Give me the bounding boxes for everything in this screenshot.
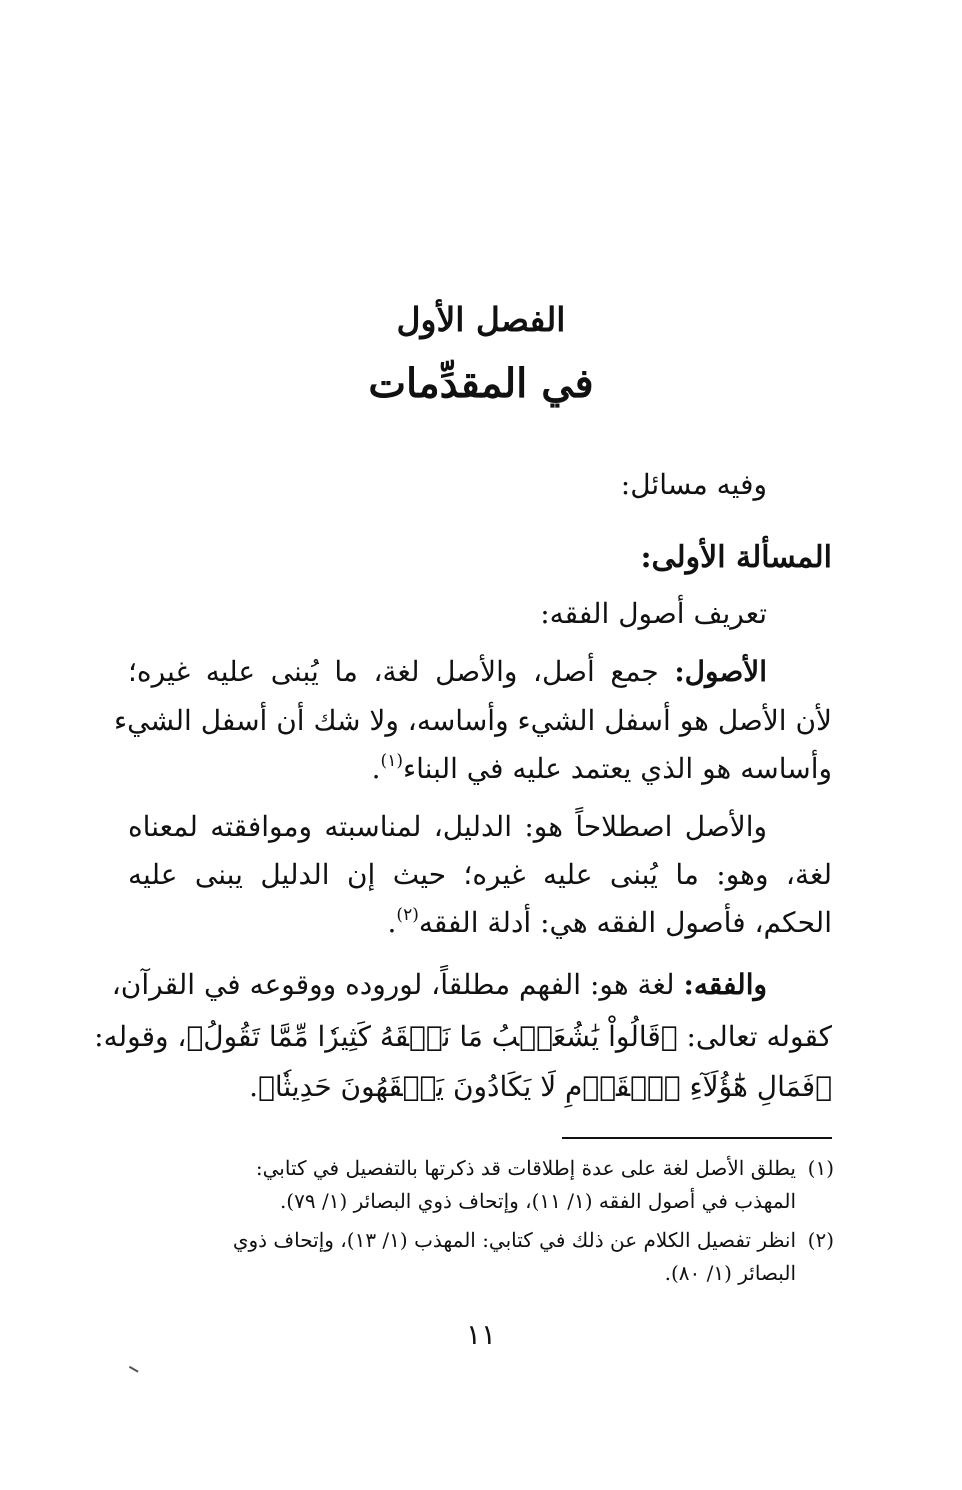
footnote-ref-1[interactable]: (١) — [380, 751, 403, 771]
istilah-line-3-end: . — [387, 906, 397, 939]
footnote-2-text-1: انظر تفصيل الكلام عن ذلك في كتابي: المهذب (١/ ١٣)، وإتحاف ذوي — [232, 1228, 796, 1252]
footnote-ref-2[interactable]: (٢) — [396, 905, 419, 925]
usul-line-1-text: جمع أصل، والأصل لغة، ما يُبنى عليه غيره؛ — [128, 655, 675, 688]
footnote-1-line-2: المهذب في أصول الفقه (١/ ١١)، وإتحاف ذوي البصائر (١/ ٧٩). — [279, 1189, 796, 1213]
chapter-label: الفصل الأول — [396, 300, 566, 339]
usul-line-2: لأن الأصل هو أسفل الشيء وأساسه، ولا شك أن أسفل الشيء — [114, 704, 832, 737]
istilah-line-3-text: الحكم، فأصول الفقه هي: أدلة الفقه — [418, 906, 832, 939]
usul-line-3-text: وأساسه هو الذي يعتمد عليه في البناء — [402, 752, 832, 785]
footnote-1-number: (١) — [807, 1156, 834, 1180]
footnote-separator — [562, 1137, 832, 1139]
fiqh-term: والفقه: — [683, 968, 767, 1001]
istilah-line-1-text: والأصل اصطلاحاً هو: الدليل، لمناسبته وموافقته لمعناه — [128, 810, 767, 843]
fiqh-line-2: كقوله تعالى: ﴿قَالُواْ يَٰشُعَيۡبُ مَا نَفۡقَهُ كَثِيرٗا مِّمَّا تَقُولُ﴾، وقوله: — [94, 1020, 832, 1053]
istilah-line-2: لغة، وهو: ما يُبنى عليه غيره؛ حيث إن الدليل يبنى عليه — [128, 858, 832, 891]
usul-line-3-end: . — [371, 752, 381, 785]
footnote-1-text-1: يطلق الأصل لغة على عدة إطلاقات قد ذكرتها بالتفصيل في كتابي: — [255, 1156, 796, 1180]
scan-speck — [127, 1366, 138, 1375]
section-heading: المسألة الأولى: — [640, 540, 832, 575]
section-subheading: تعريف أصول الفقه: — [540, 597, 767, 630]
istilah-line-1 — [128, 810, 832, 843]
page-number: ١١ — [465, 1318, 497, 1351]
usul-line-1 — [128, 655, 832, 688]
footnote-1-line-1 — [256, 1156, 834, 1180]
footnote-2-line-1 — [233, 1228, 834, 1252]
fiqh-line-1 — [111, 968, 832, 1001]
usul-term: الأصول: — [674, 655, 767, 688]
istilah-line-3 — [388, 906, 832, 939]
intro-text: وفيه مسائل: — [620, 468, 767, 501]
usul-line-3 — [372, 752, 832, 785]
footnote-2-number: (٢) — [807, 1228, 834, 1252]
fiqh-line-1-text: لغة هو: الفهم مطلقاً، لوروده ووقوعه في القرآن، — [111, 968, 684, 1001]
fiqh-line-3: ﴿فَمَالِ هَٰٓؤُلَآءِ ٱلۡقَوۡمِ لَا يَكَادُونَ يَفۡقَهُونَ حَدِيثٗا﴾. — [249, 1070, 832, 1103]
footnote-2-line-2: البصائر (١/ ٨٠). — [664, 1261, 796, 1285]
chapter-title: في المقدِّمات — [368, 360, 594, 407]
